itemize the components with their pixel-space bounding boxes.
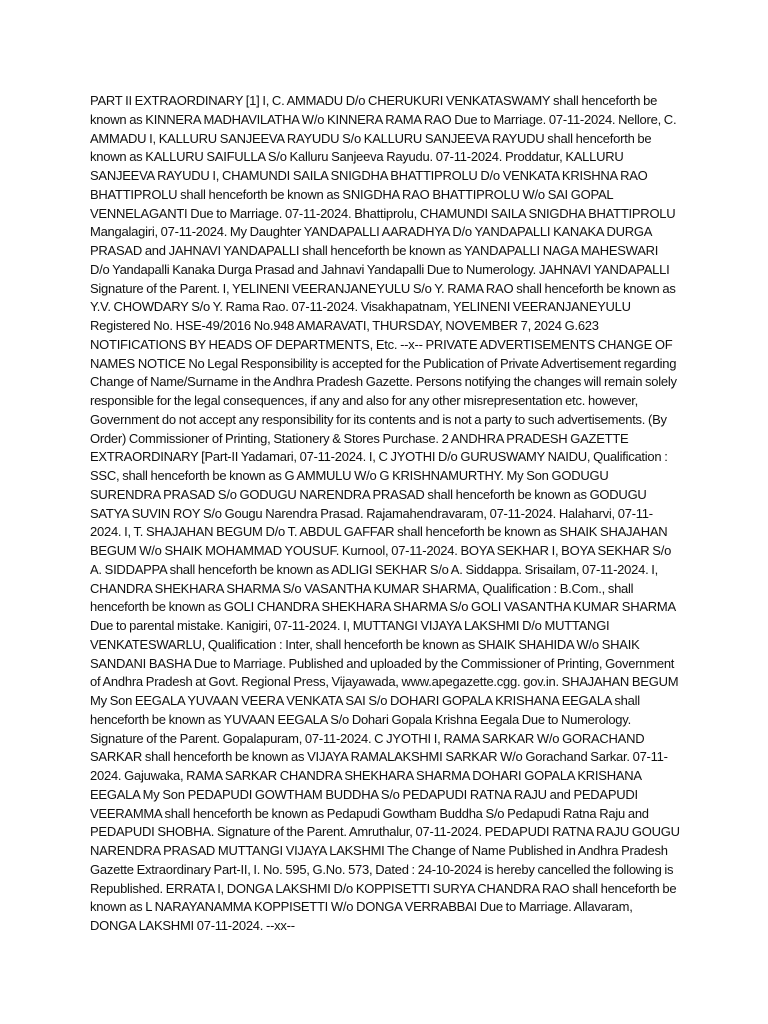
document-page <box>90 92 680 936</box>
gazette-notice-text: PART II EXTRAORDINARY [1] I, C. AMMADU D/o CHERUKURI VENKATASWAMY shall henceforth be known as KINNERA MADHAVILATHA W/o KINNERA RAMA RAO Due to Marriage. 07-11-2024. Nellore, C. AMMADU I, KALLURU SANJEEVA RAYUDU S/o KALLURU SANJEEVA RAYUDU shall henceforth be known as KALLURU SAIFULLA S/o Kalluru Sanjeeva Rayudu. 07-11-2024. Proddatur, KALLURU SANJEEVA RAYUDU I, CHAMUNDI SAILA SNIGDHA BHATTIPROLU D/o VENKATA KRISHNA RAO BHATTIPROLU shall henceforth be known as SNIGDHA RAO BHATTIPROLU W/o SAI GOPAL VENNELAGANTI Due to Marriage. 07-11-2024. Bhattiprolu, CHAMUNDI SAILA SNIGDHA BHATTIPROLU Mangalagiri, 07-11-2024. My Daughter YANDAPALLI AARADHYA D/o YANDAPALLI KANAKA DURGA PRASAD and JAHNAVI YANDAPALLI shall henceforth be known as YANDAPALLI NAGA MAHESWARI D/o Yandapalli Kanaka Durga Prasad and Jahnavi Yandapalli Due to Numerology. JAHNAVI YANDAPALLI Signature of the Parent. I, YELINENI VEERANJANEYULU S/o Y. RAMA RAO shall henceforth be known as Y.V. CHOWDARY S/o Y. Rama Rao. 07-11-2024. Visakhapatnam, YELINENI VEERANJANEYULU Registered No. HSE-49/2016 No.948 AMARAVATI, THURSDAY, NOVEMBER 7, 2024 G.623 NOTIFICATIONS BY HEADS OF DEPARTMENTS, Etc. --x-- PRIVATE ADVERTISEMENTS CHANGE OF NAMES NOTICE No Legal Responsibility is accepted for the Publication of Private Advertisement regarding Change of Name/Surname in the Andhra Pradesh Gazette. Persons notifying the changes will remain solely responsible for the legal consequences, if any and also for any other misrepresentation etc. however, Government do not accept any responsibility for its contents and is not a party to such advertisements. (By Order) Commissioner of Printing, Stationery & Stores Purchase. 2 ANDHRA PRADESH GAZETTE EXTRAORDINARY [Part-II Yadamari, 07-11-2024. I, C JYOTHI D/o GURUSWAMY NAIDU, Qualification : SSC, shall henceforth be known as G AMMULU W/o G KRISHNAMURTHY. My Son GODUGU SURENDRA PRASAD S/o GODUGU NARENDRA PRASAD shall henceforth be known as GODUGU SATYA SUVIN ROY S/o Gougu Narendra Prasad. Rajamahendravaram, 07-11-2024. Halaharvi, 07-11-2024. I, T. SHAJAHAN BEGUM D/o T. ABDUL GAFFAR shall henceforth be known as SHAIK SHAJAHAN BEGUM W/o SHAIK MOHAMMAD YOUSUF. Kurnool, 07-11-2024. BOYA SEKHAR I, BOYA SEKHAR S/o A. SIDDAPPA shall henceforth be known as ADLIGI SEKHAR S/o A. Siddappa. Srisailam, 07-11-2024. I, CHANDRA SHEKHARA SHARMA S/o VASANTHA KUMAR SHARMA, Qualification : B.Com., shall henceforth be known as GOLI CHANDRA SHEKHARA SHARMA S/o GOLI VASANTHA KUMAR SHARMA Due to parental mistake. Kanigiri, 07-11-2024. I, MUTTANGI VIJAYA LAKSHMI D/o MUTTANGI VENKATESWARLU, Qualification : Inter, shall henceforth be known as SHAIK SHAHIDA W/o SHAIK SANDANI BASHA Due to Marriage. Published and uploaded by the Commissioner of Printing, Government of Andhra Pradesh at Govt. Regional Press, Vijayawada, www.apegazette.cgg. gov.in. SHAJAHAN BEGUM My Son EEGALA YUVAAN VEERA VENKATA SAI S/o DOHARI GOPALA KRISHANA EEGALA shall henceforth be known as YUVAAN EEGALA S/o Dohari Gopala Krishna Eegala Due to Numerology. Signature of the Parent. Gopalapuram, 07-11-2024. C JYOTHI I, RAMA SARKAR W/o GORACHAND SARKAR shall henceforth be known as VIJAYA RAMALAKSHMI SARKAR W/o Gorachand Sarkar. 07-11-2024. Gajuwaka, RAMA SARKAR CHANDRA SHEKHARA SHARMA DOHARI GOPALA KRISHANA EEGALA My Son PEDAPUDI GOWTHAM BUDDHA S/o PEDAPUDI RATNA RAJU and PEDAPUDI VEERAMMA shall henceforth be known as Pedapudi Gowtham Buddha S/o Pedapudi Ratna Raju and PEDAPUDI SHOBHA. Signature of the Parent. Amruthalur, 07-11-2024. PEDAPUDI RATNA RAJU GOUGU NARENDRA PRASAD MUTTANGI VIJAYA LAKSHMI The Change of Name Published in Andhra Pradesh Gazette Extraordinary Part-II, I. No. 595, G.No. 573, Dated : 24-10-2024 is hereby cancelled the following is Republished. ERRATA I, DONGA LAKSHMI D/o KOPPISETTI SURYA CHANDRA RAO shall henceforth be known as L NARAYANAMMA KOPPISETTI W/o DONGA VERRABBAI Due to Marriage. Allavaram, DONGA LAKSHMI 07-11-2024. --xx-- <box>90 93 680 933</box>
